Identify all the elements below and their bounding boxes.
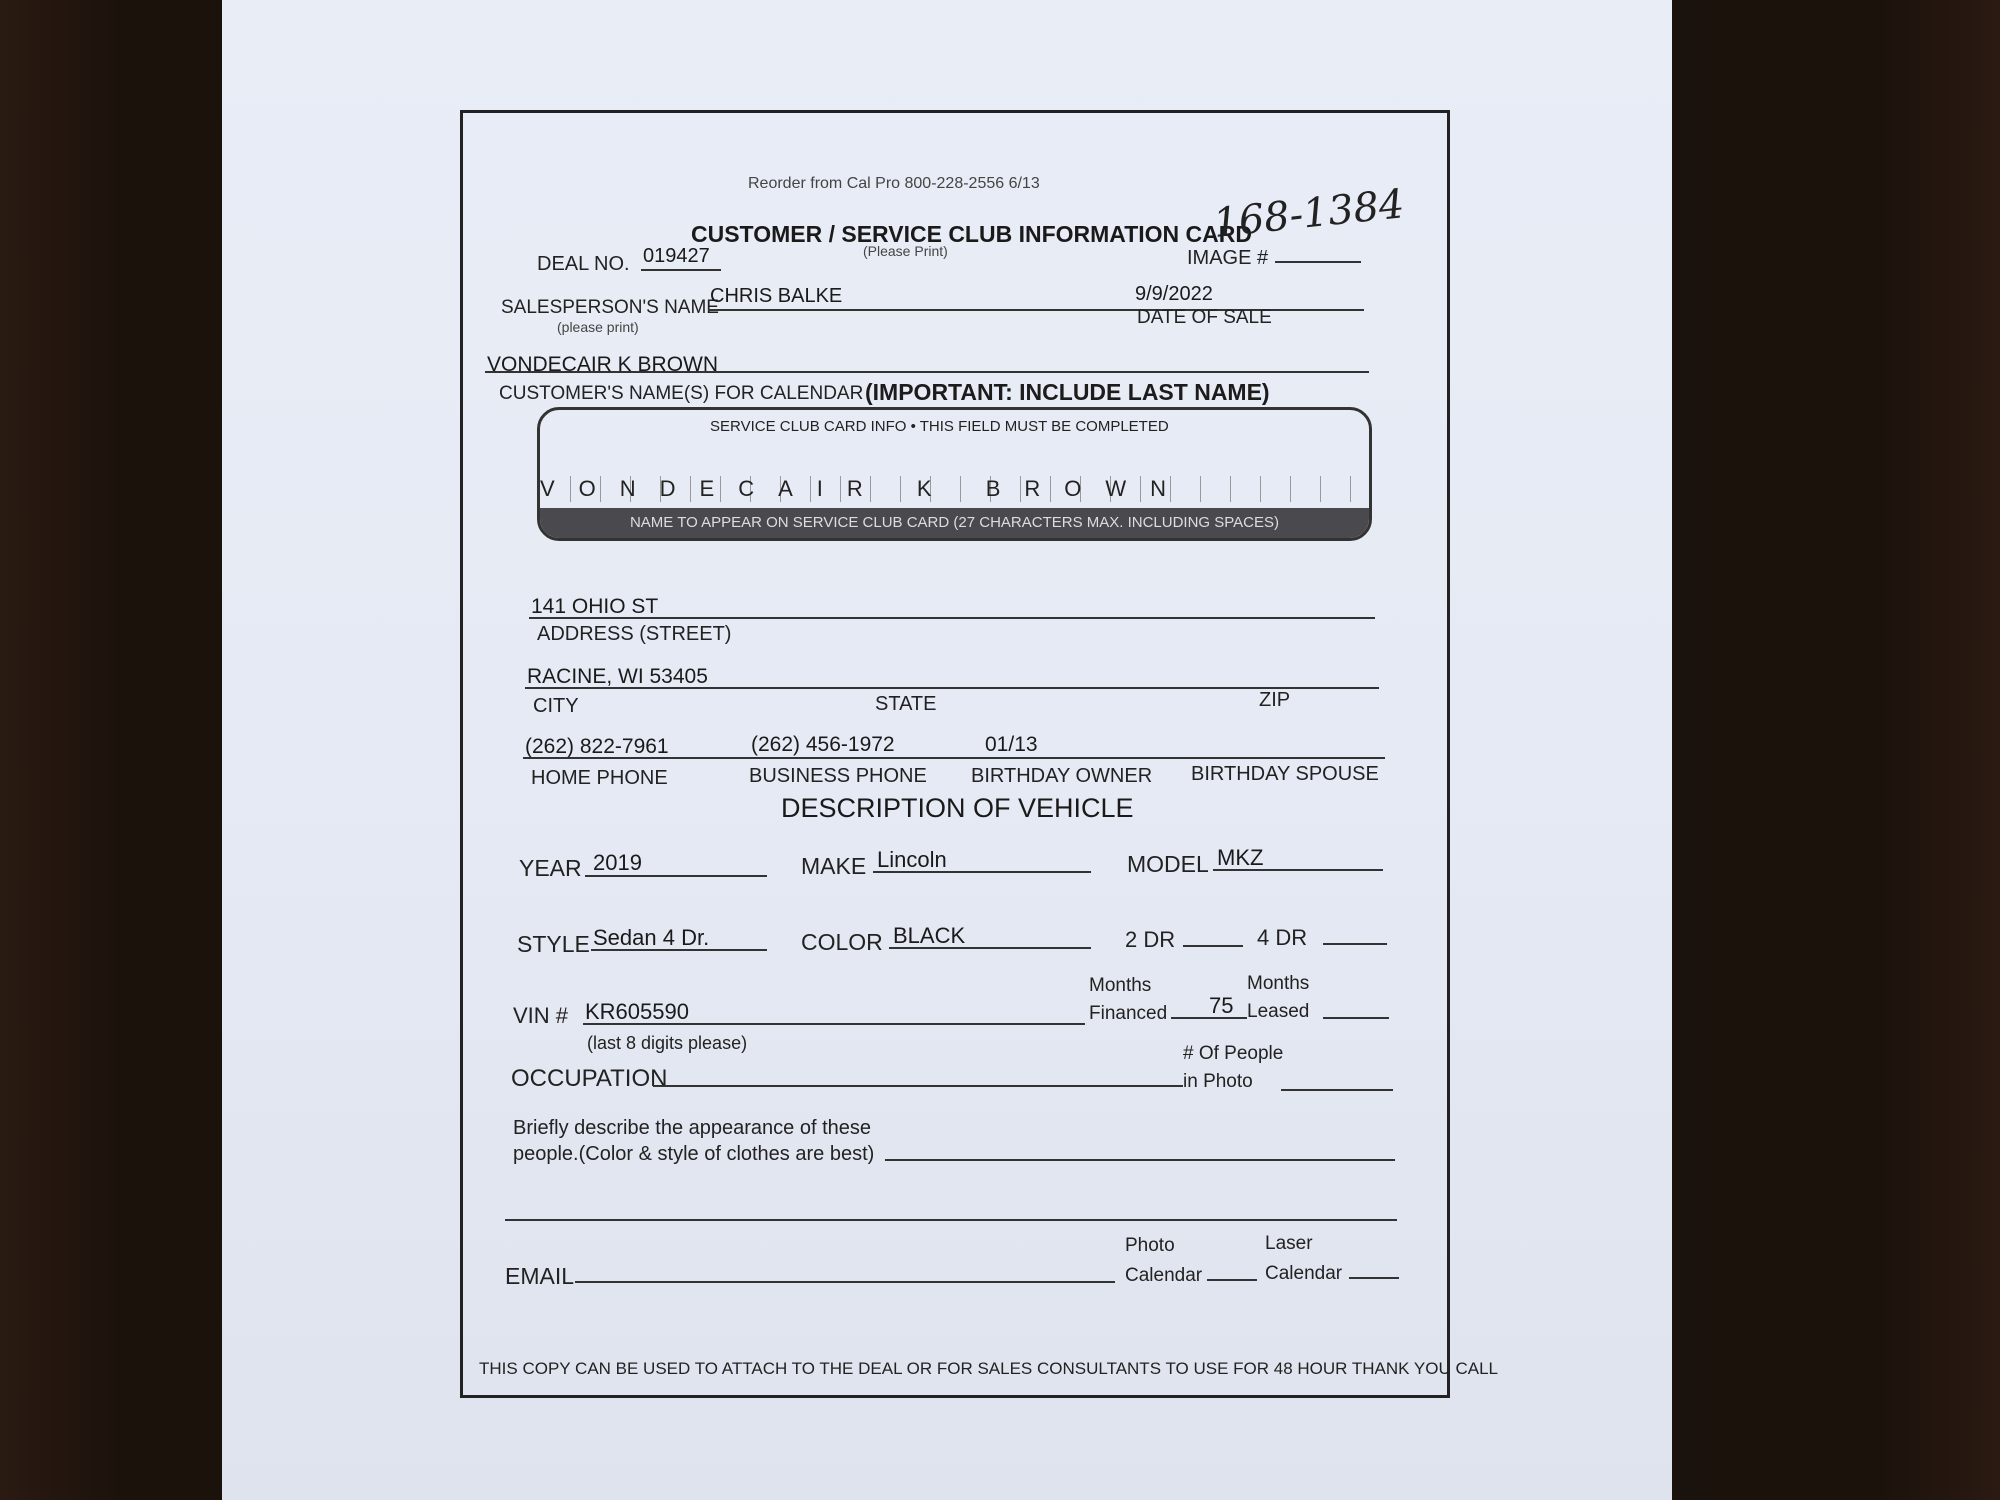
card-info-label: SERVICE CLUB CARD INFO • THIS FIELD MUST BE COMPLETED: [710, 418, 1169, 435]
city-value[interactable]: RACINE, WI 53405: [527, 665, 708, 688]
card-name-value[interactable]: VONDECAIR K BROWN: [540, 476, 1191, 501]
salesperson-label: SALESPERSON'S NAME: [501, 297, 719, 318]
zip-label: ZIP: [1259, 689, 1291, 711]
birthday-owner-value[interactable]: 01/13: [985, 733, 1038, 756]
months-leased-label: Months: [1247, 973, 1310, 994]
date-of-sale-value[interactable]: 9/9/2022: [1135, 283, 1213, 305]
business-phone-label: BUSINESS PHONE: [749, 765, 927, 787]
make-value[interactable]: Lincoln: [877, 847, 947, 872]
people-label-2: in Photo: [1183, 1071, 1253, 1092]
footer-note: THIS COPY CAN BE USED TO ATTACH TO THE DEAL OR FOR SALES CONSULTANTS TO USE FOR 48 HOUR THANK YOU CALL: [479, 1359, 1498, 1378]
leased-label: Leased: [1247, 1001, 1310, 1022]
date-of-sale-label: DATE OF SALE: [1137, 307, 1272, 328]
salesperson-note: (please print): [557, 319, 639, 335]
model-value[interactable]: MKZ: [1217, 845, 1264, 870]
deal-number-value[interactable]: 019427: [643, 245, 710, 267]
financed-value[interactable]: 75: [1209, 993, 1234, 1018]
year-value[interactable]: 2019: [593, 850, 642, 875]
describe-line-2[interactable]: [505, 1219, 1397, 1221]
photo-calendar-line[interactable]: [1207, 1279, 1257, 1281]
describe-text-2: people.(Color & style of clothes are best): [513, 1143, 875, 1165]
business-phone-value[interactable]: (262) 456-1972: [751, 733, 895, 756]
make-line: [873, 871, 1091, 873]
birthday-spouse-label: BIRTHDAY SPOUSE: [1191, 763, 1379, 785]
two-door-line[interactable]: [1183, 945, 1243, 947]
handwritten-number: 168-1384: [1211, 181, 1407, 247]
model-line: [1213, 869, 1383, 871]
street-label: ADDRESS (STREET): [537, 623, 732, 645]
photo-label: Photo: [1125, 1235, 1175, 1256]
people-label-1: # Of People: [1183, 1043, 1284, 1064]
deal-number-line: [641, 269, 721, 271]
photo-calendar-label: Calendar: [1125, 1265, 1203, 1286]
city-line: [525, 687, 1379, 689]
people-line[interactable]: [1281, 1089, 1393, 1091]
make-label: MAKE: [801, 853, 867, 879]
vin-label: VIN #: [513, 1003, 569, 1028]
city-label: CITY: [533, 695, 579, 717]
months-financed-label: Months: [1089, 975, 1152, 996]
customer-name-value[interactable]: VONDECAIR K BROWN: [487, 353, 719, 376]
four-door-label: 4 DR: [1257, 925, 1308, 950]
salesperson-value[interactable]: CHRIS BALKE: [710, 285, 843, 307]
vehicle-section-title: DESCRIPTION OF VEHICLE: [781, 793, 1134, 823]
birthday-owner-label: BIRTHDAY OWNER: [971, 765, 1153, 787]
model-label: MODEL: [1127, 851, 1209, 877]
customer-name-label: CUSTOMER'S NAME(S) FOR CALENDAR: [499, 383, 864, 404]
vin-line: [583, 1023, 1085, 1025]
street-value[interactable]: 141 OHIO ST: [531, 595, 659, 618]
information-card-form: [460, 110, 1498, 1398]
home-phone-label: HOME PHONE: [531, 767, 668, 789]
describe-text-1: Briefly describe the appearance of these: [513, 1117, 871, 1139]
four-door-line[interactable]: [1323, 943, 1387, 945]
email-line[interactable]: [575, 1281, 1115, 1283]
financed-line: [1171, 1017, 1247, 1019]
street-line: [529, 617, 1375, 619]
please-print-note: (Please Print): [863, 243, 948, 259]
image-number-line[interactable]: [1275, 261, 1361, 263]
important-note: (IMPORTANT: INCLUDE LAST NAME): [865, 379, 1270, 405]
occupation-line[interactable]: [653, 1085, 1183, 1087]
image-number-label: IMAGE #: [1187, 247, 1269, 269]
vin-note: (last 8 digits please): [587, 1033, 748, 1053]
laser-calendar-label: Calendar: [1265, 1263, 1343, 1284]
leased-line[interactable]: [1323, 1017, 1389, 1019]
service-club-card-box: [537, 407, 1372, 541]
customer-name-line: [485, 371, 1369, 373]
style-value[interactable]: Sedan 4 Dr.: [593, 925, 710, 950]
year-line: [585, 875, 767, 877]
email-label: EMAIL: [505, 1263, 575, 1289]
color-line: [889, 947, 1091, 949]
style-label: STYLE: [517, 931, 590, 957]
card-name-band: NAME TO APPEAR ON SERVICE CLUB CARD (27 CHARACTERS MAX. INCLUDING SPACES): [540, 508, 1369, 538]
state-label: STATE: [875, 693, 937, 715]
laser-label: Laser: [1265, 1233, 1313, 1254]
home-phone-value[interactable]: (262) 822-7961: [525, 735, 669, 758]
color-label: COLOR: [801, 929, 883, 955]
deal-number-label: DEAL NO.: [537, 253, 630, 275]
vin-value[interactable]: KR605590: [585, 999, 689, 1024]
describe-line-1[interactable]: [885, 1159, 1395, 1161]
laser-calendar-line[interactable]: [1349, 1277, 1399, 1279]
financed-label: Financed: [1089, 1003, 1168, 1024]
color-value[interactable]: BLACK: [893, 923, 966, 948]
occupation-label: OCCUPATION: [511, 1065, 668, 1092]
style-line: [591, 949, 767, 951]
form-title: CUSTOMER / SERVICE CLUB INFORMATION CARD: [691, 221, 1252, 247]
reorder-text: Reorder from Cal Pro 800-228-2556 6/13: [748, 175, 1040, 192]
two-door-label: 2 DR: [1125, 927, 1176, 952]
phones-line: [523, 757, 1385, 759]
year-label: YEAR: [519, 855, 582, 881]
